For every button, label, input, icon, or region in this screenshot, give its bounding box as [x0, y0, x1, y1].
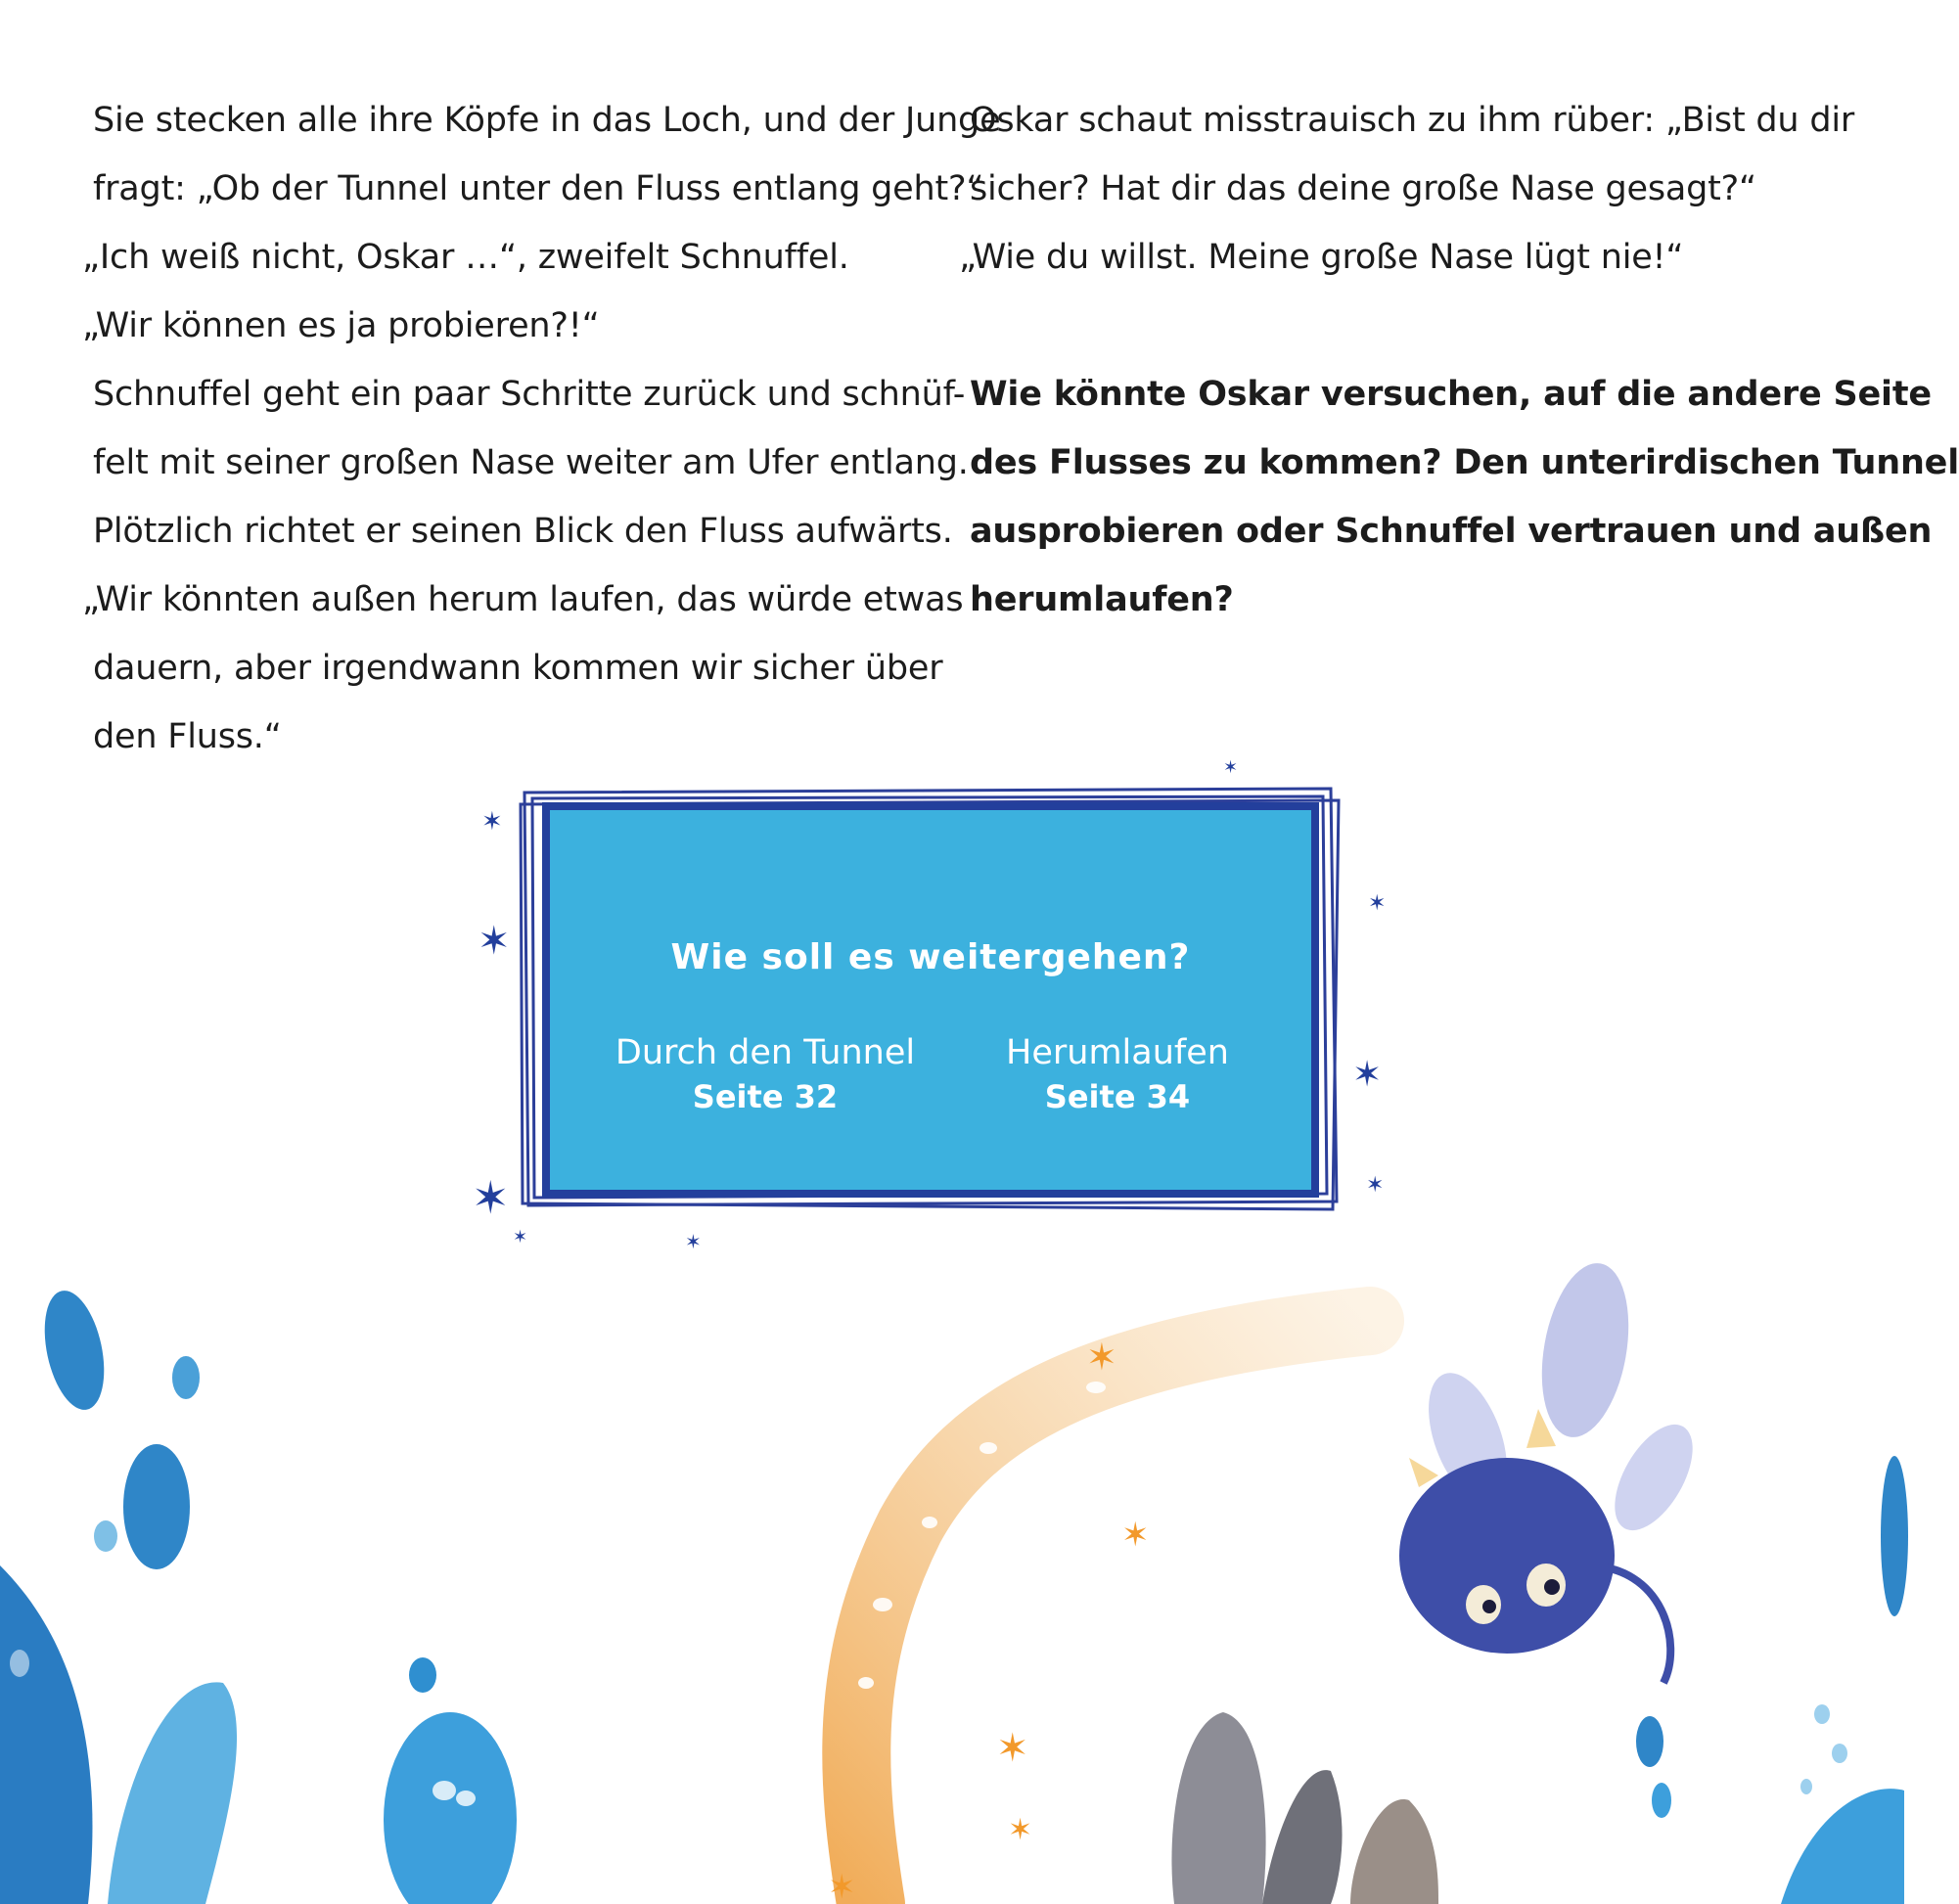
- svg-text:✶: ✶: [828, 1868, 856, 1904]
- text-line: fragt: „Ob der Tunnel unter den Fluss entlang geht?“: [93, 169, 984, 208]
- story-text-left: [82, 86, 1001, 771]
- option-walk-around-label: Herumlaufen: [1006, 1033, 1229, 1072]
- svg-text:✶: ✶: [1086, 1336, 1117, 1379]
- question-line: herumlaufen?: [970, 580, 1234, 619]
- svg-text:✶: ✶: [1008, 1813, 1033, 1847]
- svg-text:✶: ✶: [685, 1230, 702, 1253]
- option-tunnel[interactable]: [599, 1030, 932, 1118]
- option-tunnel-label: Durch den Tunnel: [615, 1033, 916, 1072]
- svg-text:✶: ✶: [1121, 1516, 1150, 1555]
- text-line: „Wir können es ja probieren?!“: [82, 306, 600, 345]
- text-line: „Wie du willst. Meine große Nase lügt nie!“: [959, 238, 1684, 277]
- question-line: ausprobieren oder Schnuffel vertrauen und außen: [970, 512, 1933, 551]
- text-line: Schnuffel geht ein paar Schritte zurück und schnüf-: [93, 375, 966, 414]
- water-drops-right: [1636, 1456, 1908, 1904]
- question-line: des Flusses zu kommen? Den unterirdischen Tunnel: [970, 443, 1959, 482]
- rocks: [1171, 1712, 1438, 1904]
- svg-text:✶: ✶: [1223, 757, 1239, 778]
- choice-title: Wie soll es weitergehen?: [670, 937, 1191, 977]
- svg-text:✶: ✶: [1352, 1055, 1383, 1095]
- question-line: Wie könnte Oskar versuchen, auf die andere Seite: [970, 375, 1932, 414]
- svg-text:✶: ✶: [996, 1726, 1029, 1771]
- svg-text:✶: ✶: [1366, 1173, 1385, 1198]
- choice-panel: [542, 802, 1319, 1198]
- svg-text:✶: ✶: [513, 1227, 528, 1247]
- text-line: sicher? Hat dir das deine große Nase gesagt?“: [970, 169, 1756, 208]
- text-line: Sie stecken alle ihre Köpfe in das Loch, und der Junge: [93, 101, 1001, 140]
- svg-text:✶: ✶: [472, 1171, 510, 1224]
- choice-box: [472, 757, 1387, 1253]
- option-walk-around-page: Seite 34: [1044, 1078, 1191, 1115]
- text-line: Oskar schaut misstrauisch zu ihm rüber: „Bist du dir: [970, 101, 1855, 140]
- text-line: felt mit seiner großen Nase weiter am Ufer entlang.: [93, 443, 969, 482]
- text-line: dauern, aber irgendwann kommen wir sicher über: [93, 649, 943, 688]
- text-line: „Wir könnten außen herum laufen, das würde etwas: [82, 580, 964, 619]
- creature-character: [1399, 1256, 1708, 1683]
- svg-text:✶: ✶: [478, 919, 511, 964]
- text-line: „Ich weiß nicht, Oskar …“, zweifelt Schnuffel.: [82, 238, 849, 277]
- option-tunnel-page: Seite 32: [692, 1078, 839, 1115]
- illustration: [0, 1233, 1904, 1904]
- water-drops-left: [0, 1286, 517, 1904]
- option-walk-around[interactable]: [951, 1030, 1284, 1118]
- story-text-right: [959, 86, 1959, 634]
- text-line: den Fluss.“: [93, 717, 282, 756]
- svg-text:✶: ✶: [1368, 891, 1387, 916]
- svg-text:✶: ✶: [481, 807, 503, 837]
- text-line: Plötzlich richtet er seinen Blick den Fluss aufwärts.: [93, 512, 953, 551]
